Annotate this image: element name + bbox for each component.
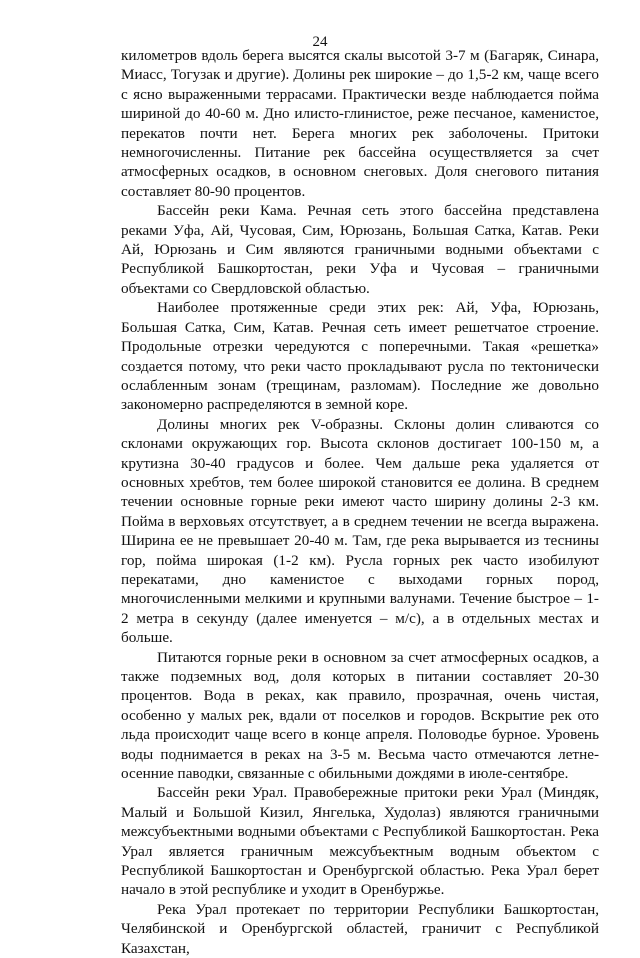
- paragraph: Наиболее протяженные среди этих рек: Ай, Уфа, Юрюзань, Большая Сатка, Сим, Катав. Речная сеть имеет решетчатое строение. Продольные отрезки чередуются с поперечными. Такая «решетка» создается потому, что реки часто прокладывают русла по тектонически ослабленным зонам (трещинам, разломам). Последние же довольно закономерно распределяются в земной коре.: [121, 299, 599, 414]
- page-number: 24: [312, 34, 328, 50]
- paragraph: Бассейн реки Урал. Правобережные притоки реки Урал (Миндяк, Малый и Большой Кизил, Янгелька, Худолаз) являются граничными межсубъектными водными объектами с Республикой Башкортостан. Река Урал является граничным межсубъектным водным объектом с Республикой Башкортостан и Оренбургской областью. Река Урал берет начало в этой республике и уходит в Оренбуржье.: [121, 784, 599, 899]
- paragraph: Долины многих рек V-образны. Склоны долин сливаются со склонами окружающих гор. Высота склонов достигает 100-150 м, а крутизна 30-40 градусов и более. Чем дальше река удаляется от основных хребтов, тем более широкой становится ее долина. В среднем течении основные горные реки имеют часто ширину долины 2-3 км. Пойма в верховьях отсутствует, а в среднем течении не всегда выражена. Ширина ее не превышает 20-40 м. Там, где река вырывается из теснины гор, пойма широкая (1-2 км). Русла горных рек часто изобилуют перекатами, дно каменистое с выходами горных пород, многочисленными мелкими и крупными валунами. Течение быстрое – 1-2 метра в секунду (далее именуется – м/с), а в отдельных местах и больше.: [121, 415, 599, 647]
- paragraph: Бассейн реки Кама. Речная сеть этого бассейна представлена реками Уфа, Ай, Чусовая, Сим, Юрюзань, Большая Сатка, Катав. Реки Ай, Юрюзань и Сим являются граничными водными объектами с Республикой Башкортостан, реки Уфа и Чусовая – граничными объектами со Свердловской областью.: [121, 202, 599, 297]
- body-text: [121, 46, 599, 958]
- paragraph: Питаются горные реки в основном за счет атмосферных осадков, а также подземных вод, доля которых в питании составляет 20-30 процентов. Вода в реках, как правило, прозрачная, очень чистая, особенно у малых рек, вдали от поселков и городов. Вскрытие рек ото льда происходит чаще всего в конце апреля. Половодье бурное. Уровень воды поднимается в реках на 3-5 м. Весьма часто отмечаются летне-осенние паводки, связанные с обильными дождями в июле-сентябре.: [121, 648, 599, 783]
- paragraph: Река Урал протекает по территории Республики Башкортостан, Челябинской и Оренбургской областей, граничит с Республикой Казахстан,: [121, 900, 599, 957]
- paragraph: километров вдоль берега высятся скалы высотой 3-7 м (Багаряк, Синара, Миасс, Тогузак и другие). Долины рек широкие – до 1,5-2 км, чаще всего с ясно выраженными террасами. Практически везде наблюдается пойма шириной до 40-60 м. Дно илисто-глинистое, реже песчаное, каменистое, перекатов почти нет. Берега многих рек заболочены. Притоки немногочисленны. Питание рек бассейна осуществляется за счет атмосферных осадков, в основном снеговых. Доля снегового питания составляет 80-90 процентов.: [121, 47, 599, 200]
